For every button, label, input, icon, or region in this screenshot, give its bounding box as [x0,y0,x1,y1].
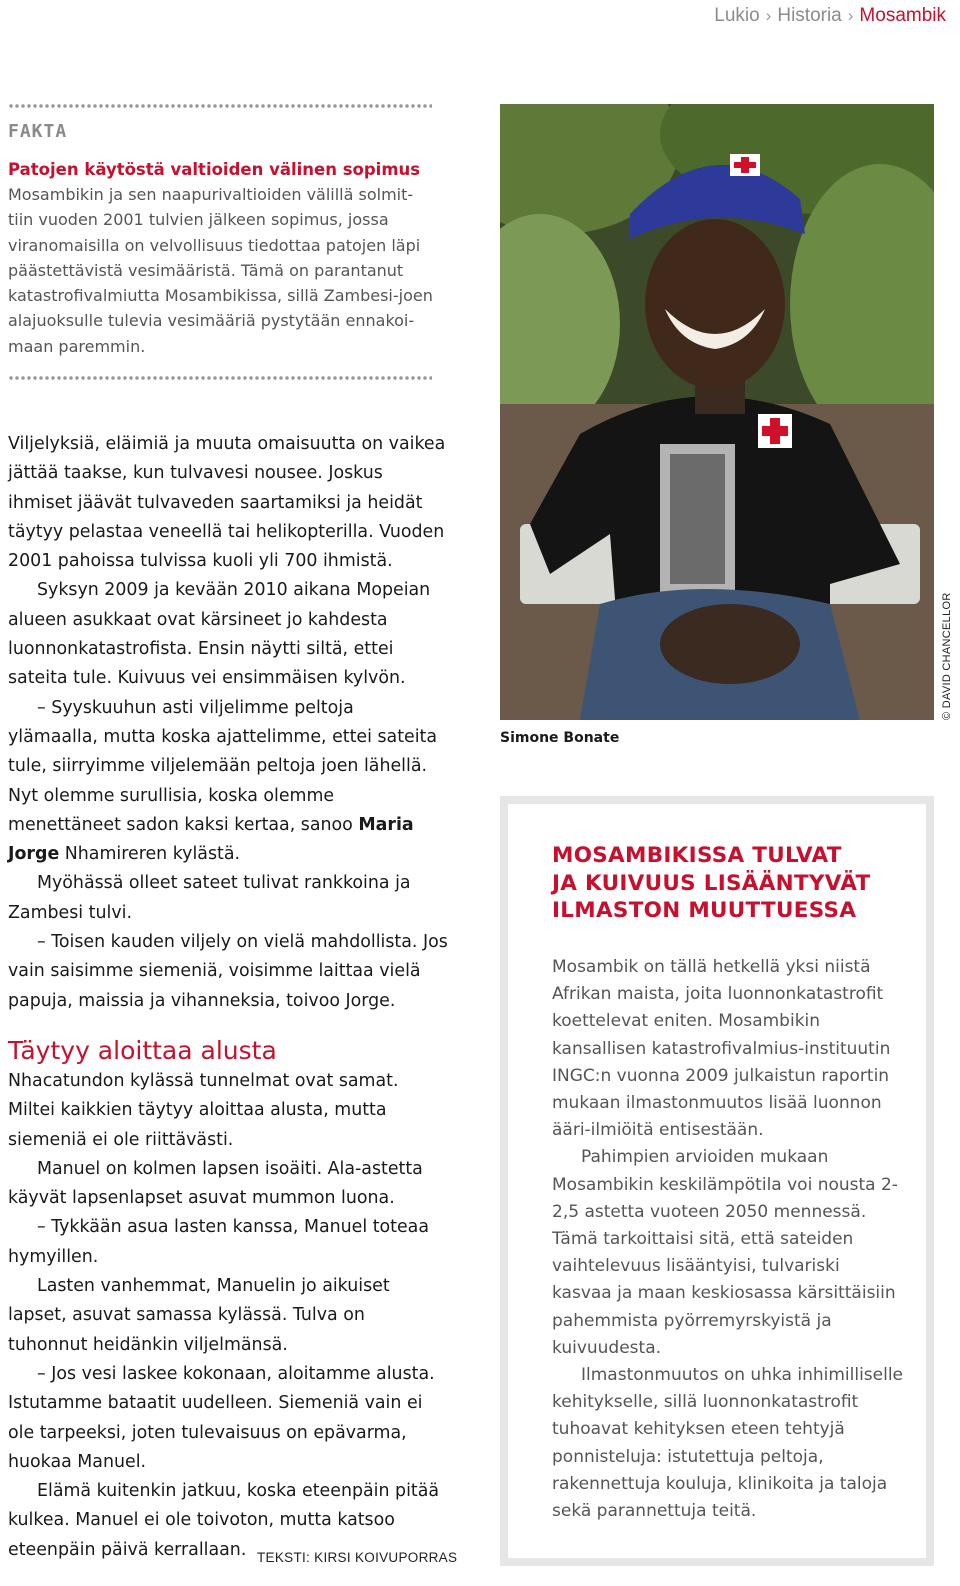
photo-credit: © DAVID CHANCELLOR [941,592,953,720]
breadcrumb-item-lukio[interactable]: Lukio [714,5,760,26]
section-heading: Täytyy aloittaa alusta [8,1035,277,1065]
fact-line: alajuoksulle tulevia vesimääriä pystytään ennakoi- [8,311,415,331]
dotted-divider-bottom [8,375,432,381]
article-paragraph: Manuel on kolmen lapsen isoäiti. Ala-astetta käyvät lapsenlapset asuvat mummon luona. [8,1158,423,1209]
breadcrumb-current: Mosambik [859,5,946,26]
photo-caption: Simone Bonate [500,730,620,746]
fact-label: FAKTA [8,121,68,142]
article-paragraph: Syksyn 2009 ja kevään 2010 aikana Mopeian alueen asukkaat ovat kärsineet jo kahdesta luonnonkatastrofista. Ensin näytti siltä, ettei sateita tule. Kuivuus vei ensimmäisen kylvön. [8,580,431,689]
article-paragraph: – Toisen kauden viljely on vielä mahdollista. Jos vain saisimme siemeniä, voisimme laittaa vielä papuja, maissia ja vihanneksia, toivoo Jorge. [8,932,448,1011]
sidebar-paragraph: Pahimpien arvioiden mukaan Mosambikin keskilämpötila voi nousta 2-2,5 astetta vuoteen 2050 mennessä. Tämä tarkoittaisi sitä, että sateiden vaihtelevuus lisääntyisi, tulvariski kasvaa ja maan keskiosassa kärsittäisiin pahemmista pyörremyrskyistä ja kuivuudesta. [552,1147,898,1358]
article-paragraph: Myöhässä olleet sateet tulivat rankkoina ja Zambesi tulvi. [8,873,411,923]
article-paragraph: – Jos vesi laskee kokonaan, aloitamme alusta. Istutamme bataatit uudelleen. Siemeniä vain ei ole tarpeeksi, joten tulevaisuus on epävarma, huokaa Manuel. [8,1363,435,1472]
fact-line: päästettävistä vesimääristä. Tämä on parantanut [8,260,404,280]
article-paragraph: – Syyskuuhun asti viljelimme peltoja ylämaalla, mutta koska ajattelimme, ettei sateita tule, siirryimme viljelemään peltoja joen lähellä. Nyt olemme surullisia, koska olemme menettäneet sadon kaksi kertaa, sanoo Maria Jorge Nhamireren kylästä. [8,697,438,865]
article-paragraph: Elämä kuitenkin jatkuu, koska eteenpäin pitää kulkea. Manuel ei ole toivoton, mutta katsoo eteenpäin päivä kerrallaan. [8,1481,440,1560]
fact-line: viranomaisilla on velvollisuus tiedottaa patojen läpi [8,235,421,255]
portrait-illustration [500,104,934,720]
article-paragraph: Nhacatundon kylässä tunnelmat ovat samat. Miltei kaikkien täytyy aloittaa alusta, mutta siemeniä ei ole riittävästi. [8,1070,399,1150]
fact-line: maan paremmin. [8,336,146,356]
sidebar-paragraph: Ilmastonmuutos on uhka inhimilliselle kehitykselle, sillä luonnonkatastrofit tuhoavat kehityksen eteen tehtyjä ponnisteluja: istutettuja peltoja, rakennettuja kouluja, klinikoita ja taloja sekä parannettuja teitä. [552,1365,904,1522]
article-paragraph: Viljelyksiä, eläimiä ja muuta omaisuutta on vaikea jättää taakse, kun tulvavesi nousee. Joskus ihmiset jäävät tulvaveden saartamiksi ja heidät täytyy pelastaa veneellä tai helikopterilla. Vuoden 2001 pahoissa tulvissa kuoli yli 700 ihmistä. [8,434,446,572]
dotted-divider-top [8,103,432,109]
sidebar-box [500,796,934,1566]
fact-body [8,182,438,359]
article-paragraph: – Tykkään asua lasten kanssa, Manuel toteaa hymyillen. [8,1217,430,1267]
fact-line: tiin vuoden 2001 tulvien jälkeen sopimus, jossa [8,210,389,230]
text-credit: TEKSTI: KIRSI KOIVUPORRAS [257,1550,458,1565]
sidebar-title: MOSAMBIKISSA TULVAT JA KUIVUUS LISÄÄNTYVÄT ILMASTON MUUTTUESSA [552,843,871,923]
sidebar-body [552,954,904,1525]
article-body [8,430,448,1565]
person-name: Maria Jorge [8,814,414,865]
chevron-right-icon: › [765,6,772,25]
fact-line: Mosambikin ja sen naapurivaltioiden välillä solmit- [8,185,414,204]
chevron-right-icon: › [847,6,854,25]
breadcrumb-item-historia[interactable]: Historia [777,5,842,26]
article-paragraph: Lasten vanhemmat, Manuelin jo aikuiset lapset, asuvat samassa kylässä. Tulva on tuhonnut heidänkin viljelmänsä. [8,1276,390,1355]
portrait-photo [500,104,934,720]
sidebar-paragraph: Mosambik on tällä hetkellä yksi niistä Afrikan maista, joita luonnonkatastrofit koettelevat eniten. Mosambikin kansallisen katastrofivalmius-instituutin INGC:n vuonna 2009 julkaistun raportin mukaan ilmastonmuutos lisää luonnon ääri-ilmiöitä entisestään. [552,957,891,1141]
fact-line: katastrofivalmiutta Mosambikissa, sillä Zambesi-joen [8,286,433,306]
breadcrumb [714,5,946,27]
fact-title: Patojen käytöstä valtioiden välinen sopimus [8,160,421,179]
